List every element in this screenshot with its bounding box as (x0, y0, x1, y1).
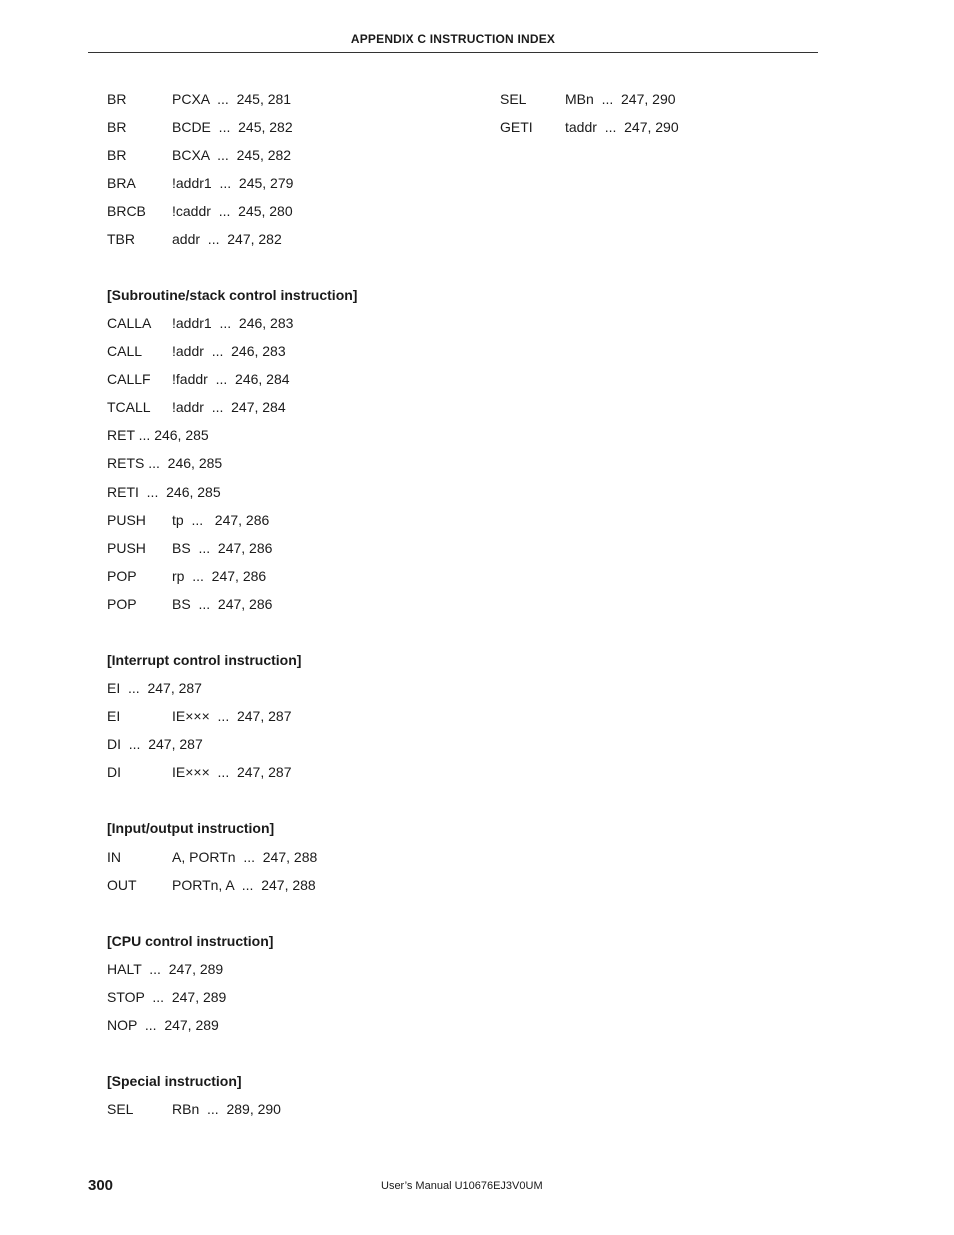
operand-pages: !addr ... 247, 284 (172, 399, 286, 416)
section-heading-subroutine: [Subroutine/stack control instruction] (107, 287, 358, 303)
mnemonic: BRCB (107, 203, 146, 220)
header-rule (88, 52, 818, 53)
mnemonic: TBR (107, 231, 135, 248)
operand-pages: IE××× ... 247, 287 (172, 764, 292, 781)
mnemonic: CALLF (107, 371, 151, 388)
operand-pages: RBn ... 289, 290 (172, 1101, 281, 1117)
mnemonic: STOP ... 247, 289 (107, 989, 227, 1006)
mnemonic: HALT ... 247, 289 (107, 961, 224, 977)
operand-pages: !caddr ... 245, 280 (172, 203, 293, 220)
operand-pages: taddr ... 247, 290 (565, 119, 679, 136)
mnemonic: BR (107, 147, 127, 164)
mnemonic: RET ... 246, 285 (107, 427, 209, 444)
mnemonic: CALLA (107, 315, 152, 331)
section-heading-interrupt: [Interrupt control instruction] (107, 652, 302, 668)
operand-pages: BCXA ... 245, 282 (172, 147, 292, 164)
mnemonic: GETI (500, 119, 533, 136)
mnemonic: BRA (107, 175, 136, 192)
mnemonic: TCALL (107, 399, 151, 416)
mnemonic: RETS ... 246, 285 (107, 455, 223, 472)
section-heading-cpu: [CPU control instruction] (107, 933, 274, 949)
operand-pages: BCDE ... 245, 282 (172, 119, 293, 136)
mnemonic: OUT (107, 877, 137, 894)
operand-pages: addr ... 247, 282 (172, 231, 282, 248)
mnemonic: PUSH (107, 511, 146, 528)
mnemonic: POP (107, 567, 137, 584)
operand-pages: BS ... 247, 286 (172, 539, 273, 556)
mnemonic: PUSH (107, 539, 146, 556)
mnemonic: RETI ... 246, 285 (107, 483, 221, 500)
mnemonic: CALL (107, 343, 143, 360)
operand-pages: !addr1 ... 246, 283 (172, 315, 294, 331)
operand-pages: PORTn, A ... 247, 288 (172, 877, 316, 894)
operand-pages: BS ... 247, 286 (172, 595, 273, 612)
mnemonic: EI (107, 708, 121, 725)
operand-pages: rp ... 247, 286 (172, 567, 267, 584)
mnemonic: DI ... 247, 287 (107, 736, 203, 753)
operand-pages: MBn ... 247, 290 (565, 91, 676, 107)
running-header: APPENDIX C INSTRUCTION INDEX (350, 32, 556, 46)
mnemonic: NOP ... 247, 289 (107, 1017, 219, 1034)
operand-pages: PCXA ... 245, 281 (172, 91, 292, 107)
mnemonic: BR (107, 91, 127, 107)
operand-pages: !addr ... 246, 283 (172, 343, 286, 360)
mnemonic: BR (107, 119, 127, 136)
operand-pages: IE××× ... 247, 287 (172, 708, 292, 725)
mnemonic: POP (107, 595, 137, 612)
mnemonic: IN (107, 849, 121, 865)
operand-pages: tp ... 247, 286 (172, 511, 270, 528)
mnemonic: DI (107, 764, 121, 781)
section-heading-special: [Special instruction] (107, 1073, 242, 1089)
mnemonic: EI ... 247, 287 (107, 680, 202, 696)
mnemonic: SEL (500, 91, 527, 107)
operand-pages: !addr1 ... 245, 279 (172, 175, 294, 192)
manual-reference: User’s Manual U10676EJ3V0UM (381, 1180, 543, 1192)
operand-pages: A, PORTn ... 247, 288 (172, 849, 318, 865)
section-heading-io: [Input/output instruction] (107, 820, 275, 836)
operand-pages: !faddr ... 246, 284 (172, 371, 290, 388)
page-number: 300 (88, 1177, 114, 1194)
mnemonic: SEL (107, 1101, 134, 1117)
